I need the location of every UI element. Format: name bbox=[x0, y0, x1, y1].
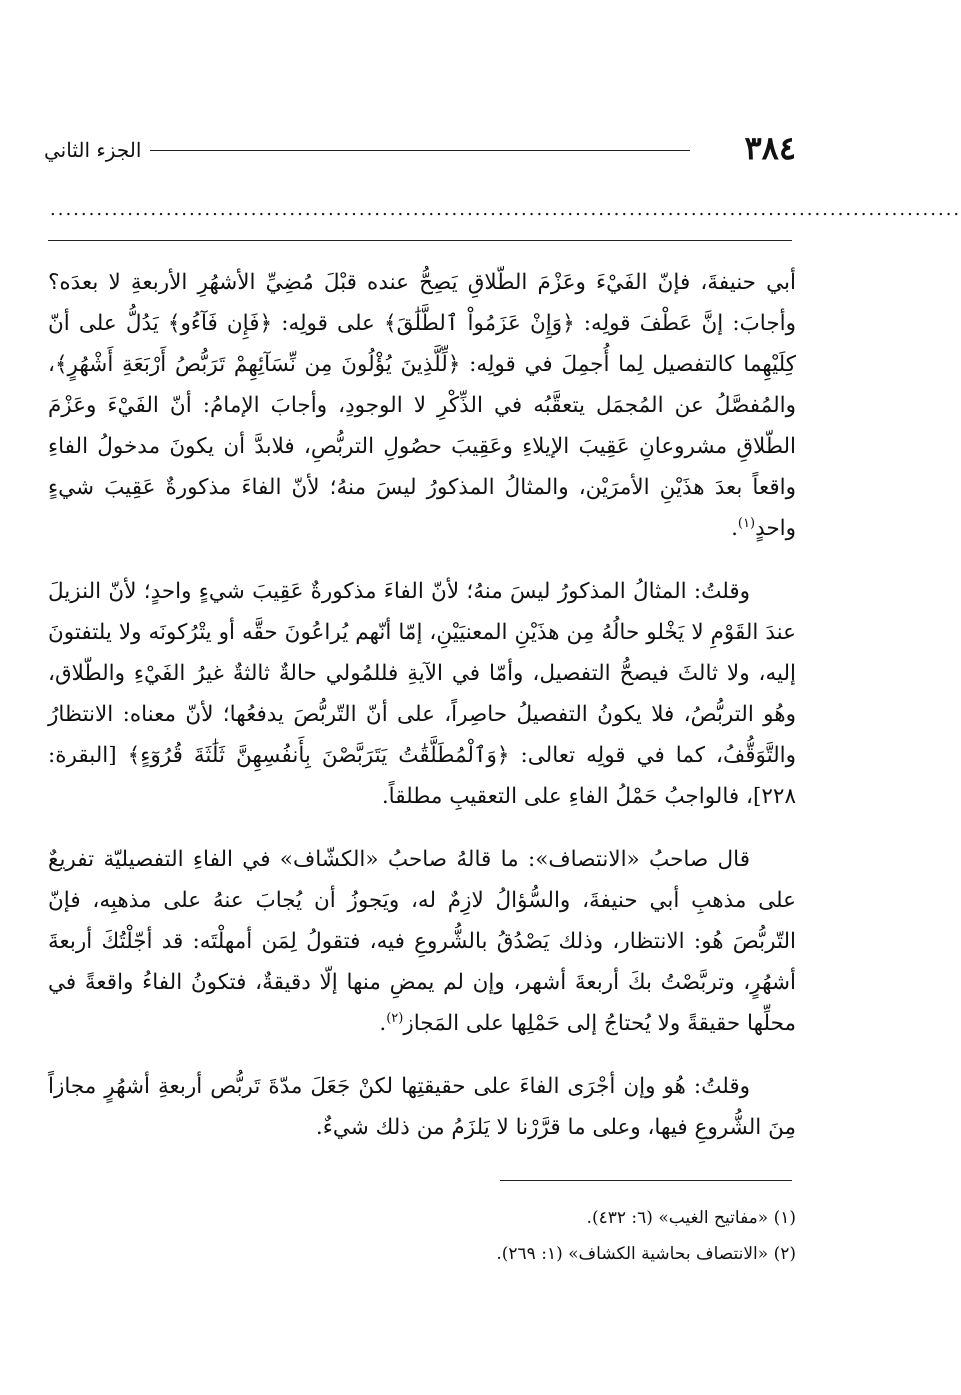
paragraph-4: وقلتُ: هُو وإن أجْرَى الفاءَ على حقيقتِها لكنْ جَعَلَ مدّةَ تَربُّص أربعةِ أشهُرٍ مجازاً مِنَ الشُّروعِ فيها، وعلى ما قرَّرْنا لا يَلزَمُ من ذلك شيءٌ. bbox=[48, 1074, 796, 1140]
paragraph-3-end: . bbox=[379, 1011, 387, 1036]
header-rule bbox=[150, 150, 690, 151]
paragraph-3 bbox=[48, 839, 796, 1044]
footnote-ref-2: (٢) bbox=[386, 1010, 404, 1026]
paragraph-1-end: . bbox=[731, 516, 738, 541]
dotted-separator: ...................................................................................................................... bbox=[50, 199, 961, 220]
page-header bbox=[40, 128, 800, 172]
paragraph-1-text: أبي حنيفةَ، فإنّ الفَيْءَ وعَزْمَ الطّلاقِ يَصِحُّ عنده قبْلَ مُضِيِّ الأشهُرِ الأربعةِ لا بعدَه؟ وأجابَ: إنَّ عَطْفَ قولِه: ﴿وَإِنْ عَزَمُواْ ٱلطَّلَٰقَ﴾ على قولِه: ﴿فَإِن فَآءُو﴾ يَدُلُّ على أنّ كِلَيْهِما كالتفصيل لِما أُجمِلَ في قولِه: ﴿لِّلَّذِينَ يُؤْلُونَ مِن نِّسَآئِهِمْ تَرَبُّصُ أَرْبَعَةِ أَشْهُرٍ﴾، والمُفصَّلُ عن المُجمَل يتعقَّبُه في الذِّكْرِ لا الوجودِ، وأجابَ الإمامُ: أنّ الفَيْءَ وعَزْمَ الطّلاقِ مشروعانِ عَقِيبَ الإيلاءِ وعَقِيبَ حصُولِ التربُّصِ، فلابدَّ أن يكونَ مدخولُ الفاءِ واقعاً بعدَ هذَيْنِ الأمرَيْن، والمثالُ المذكورُ ليسَ منهُ؛ لأنّ الفاءَ مذكورةٌ عَقِيبَ شيءٍ واحدٍ bbox=[48, 270, 796, 541]
paragraph-2: وقلتُ: المثالُ المذكورُ ليسَ منهُ؛ لأنّ الفاءَ مذكورةٌ عَقِيبَ شيءٍ واحدٍ؛ لأنّ النزيلَ عندَ القَوْمِ لا يَخْلو حالُهُ مِن هذَيْنِ المعنيَيْنِ، إمّا أنّهم يُراعُونَ حقَّه أو يتْرُكونَه ولا يلتفتونَ إليه، ولا ثالثَ فيصحُّ التفصيل، وأمّا في الآيةِ فللمُولي حالةٌ ثالثةٌ غيرُ الفَيْءِ والطّلاق، وهُو التربُّصُ، فلا يكونُ التفصيلُ حاصِراً، على أنّ التّربُّصَ يدفعُها؛ لأنّ معناه: الانتظارُ والتَّوَقُّفُ، كما في قولِه تعالى: ﴿وَٱلْمُطَلَّقَٰتُ يَتَرَبَّصْنَ بِأَنفُسِهِنَّ ثَلَٰثَةَ قُرُوٓءٍ﴾ [البقرة: ٢٢٨]، فالواجبُ حَمْلُ الفاءِ على التعقيبِ مطلقاً. bbox=[48, 579, 796, 809]
top-rule bbox=[48, 240, 792, 241]
footnote-rule bbox=[500, 1180, 792, 1181]
footnote-ref-1: (١) bbox=[737, 515, 756, 531]
page-number: ٣٨٤ bbox=[744, 129, 796, 167]
paragraph-3-text: قال صاحبُ «الانتصاف»: ما قالهُ صاحبُ «الكشّاف» في الفاءِ التفصيليّة تفريعٌ على مذهبِ أبي حنيفةَ، والسُّؤالُ لازِمٌ له، ويَجوزُ أن يُجابَ عنهُ على مذهبِه، فإنّ التّربُّصَ هُو: الانتظار، وذلك يَصْدُقُ بالشُّروعِ فيه، فتقولُ لِمَن أمهلْتَه: قد أجّلْتُكَ أربعةَ أشهُرٍ، وتربَّصْتُ بكَ أربعةَ أشهر، وإن لم يمضِ منها إلّا دقيقةٌ، فتكونُ الفاءُ واقعةً في محلِّها حقيقةً ولا يُحتاجُ إلى حَمْلِها على المَجاز bbox=[48, 847, 796, 1036]
footnotes bbox=[48, 1200, 796, 1272]
footnote-2: (٢) «الانتصاف بحاشية الكشاف» (١: ٢٦٩). bbox=[496, 1244, 796, 1264]
footnote-1: (١) «مفاتيح الغيب» (٦: ٤٣٢). bbox=[586, 1208, 796, 1228]
volume-title: الجزء الثاني bbox=[44, 138, 142, 162]
main-text bbox=[48, 262, 796, 1170]
paragraph-1 bbox=[48, 262, 796, 549]
